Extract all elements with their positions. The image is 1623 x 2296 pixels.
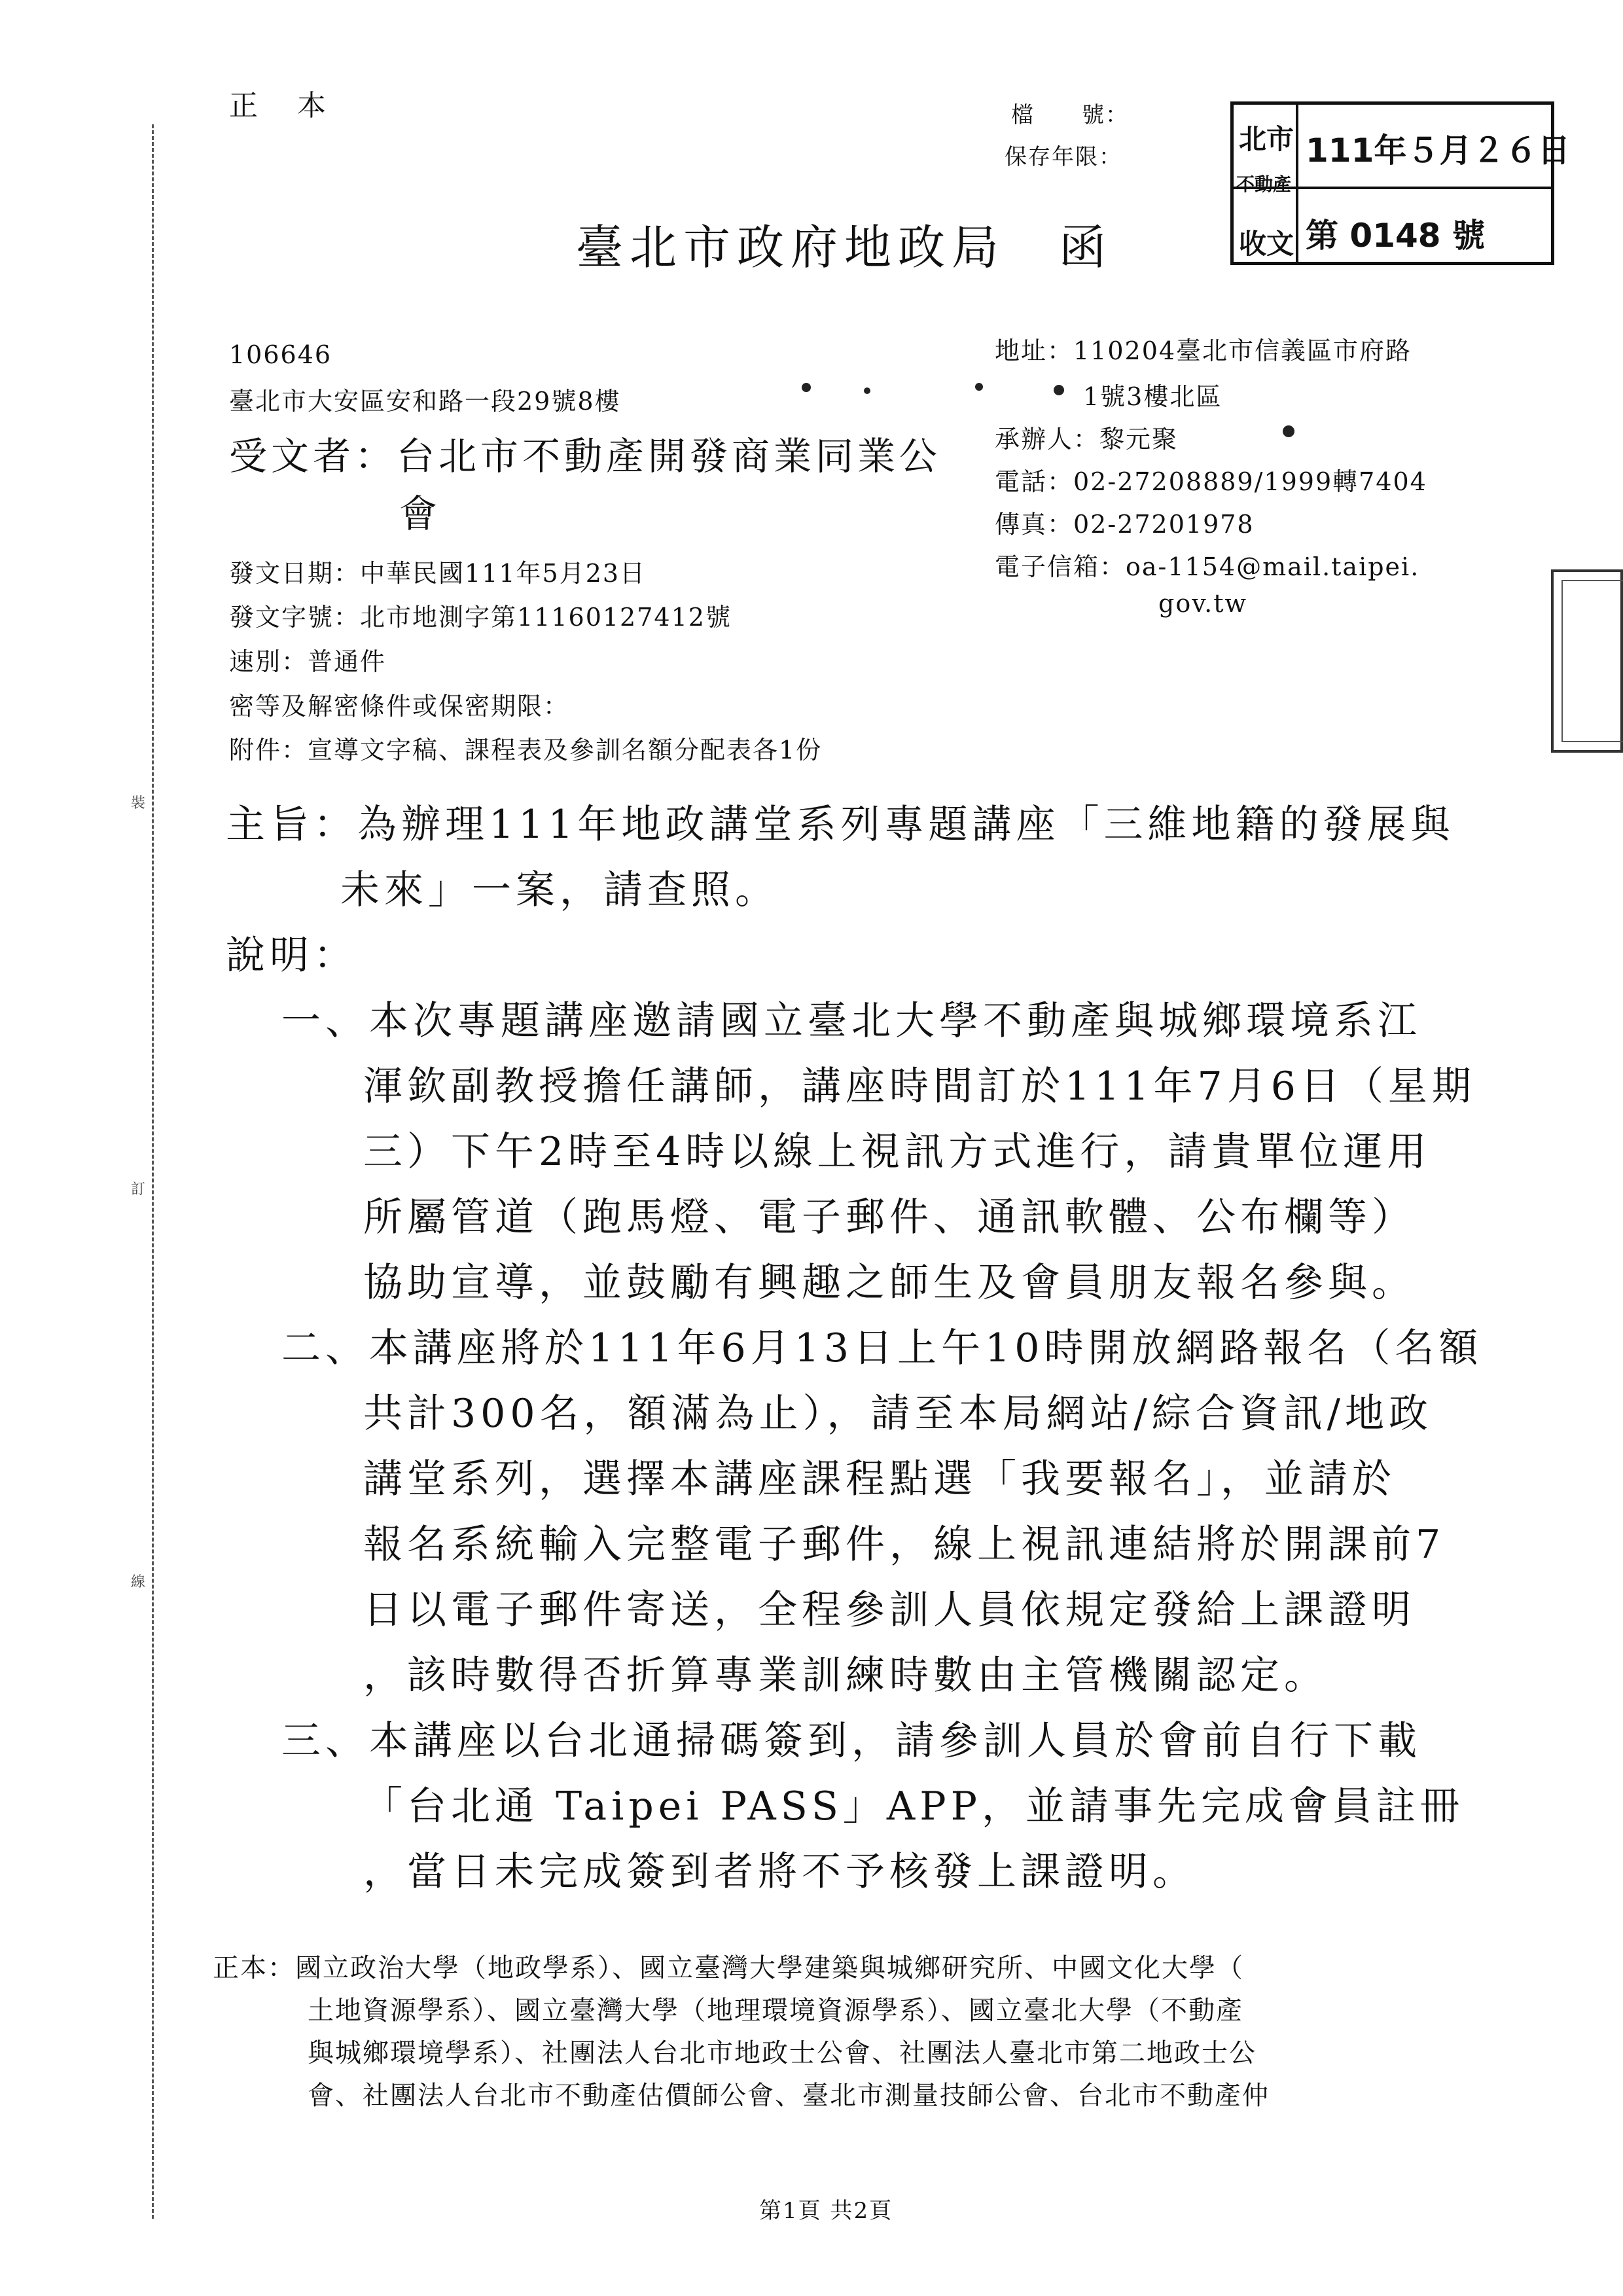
item1-line2: 渾欽副教授擔任講師，講座時間訂於111年7月6日（星期 bbox=[363, 1064, 1476, 1109]
scan-speck bbox=[975, 383, 983, 391]
document-title: 臺北市政府地政局 函 bbox=[576, 220, 1113, 275]
sender-address-line1: 地址：110204臺北市信義區市府路 bbox=[995, 336, 1412, 365]
speed-class: 速別：普通件 bbox=[229, 647, 387, 676]
stamp-city: 北市 bbox=[1239, 123, 1294, 155]
item1-line4: 所屬管道（跑馬燈、電子郵件、通訊軟體、公布欄等） bbox=[363, 1194, 1416, 1240]
postal-code: 106646 bbox=[229, 340, 332, 369]
item2-line4: 報名系統輸入完整電子郵件，線上視訊連結將於開課前7 bbox=[363, 1522, 1446, 1568]
binding-line bbox=[152, 124, 154, 2219]
sender-address-line2: 1號3樓北區 bbox=[1083, 382, 1222, 411]
copy-mark: 正 本 bbox=[229, 89, 331, 122]
distribution-line1: 正本：國立政治大學（地政學系）、國立臺灣大學建築與城鄉研究所、中國文化大學（ bbox=[213, 1953, 1244, 1983]
receiver-continued: 會 bbox=[399, 492, 442, 536]
binding-mark-xian: 線 bbox=[131, 1574, 146, 1590]
attachment: 附件：宣導文字稿、課程表及參訓名額分配表各1份 bbox=[229, 736, 823, 764]
binding-mark-ding: 訂 bbox=[131, 1181, 146, 1198]
page-number: 第1頁 共2頁 bbox=[759, 2198, 893, 2224]
document-number: 發文字號：北市地測字第11160127412號 bbox=[229, 603, 732, 632]
email-line2: gov.tw bbox=[1158, 589, 1248, 618]
scan-speck bbox=[864, 387, 870, 394]
stamp-date: 111年５月２６日 bbox=[1306, 132, 1571, 170]
handler: 承辦人：黎元聚 bbox=[995, 425, 1179, 454]
distribution-line4: 會、社團法人台北市不動產估價師公會、臺北市測量技師公會、台北市不動產仲 bbox=[308, 2081, 1270, 2111]
fax: 傳真：02-27201978 bbox=[995, 510, 1255, 539]
issue-date: 發文日期：中華民國111年5月23日 bbox=[229, 559, 647, 588]
email-line1: 電子信箱：oa-1154@mail.taipei. bbox=[995, 552, 1420, 581]
explanation-label: 說明： bbox=[226, 933, 357, 978]
item1-line3: 三）下午2時至4時以線上視訊方式進行，請貴單位運用 bbox=[363, 1129, 1431, 1175]
stamp-dept: 不動產 bbox=[1236, 173, 1292, 195]
item2-line2: 共計300名，額滿為止），請至本局網站/綜合資訊/地政 bbox=[363, 1391, 1433, 1437]
binding-mark-zhuang: 裝 bbox=[131, 795, 146, 812]
retention-label: 保存年限： bbox=[1005, 144, 1122, 170]
official-seal bbox=[1551, 569, 1623, 753]
recipient-address: 臺北市大安區安和路一段29號8樓 bbox=[229, 387, 621, 416]
item2-line3: 講堂系列，選擇本講座課程點選「我要報名」，並請於 bbox=[363, 1456, 1396, 1502]
scan-speck bbox=[1054, 385, 1064, 395]
item3-line2: 「台北通 Taipei PASS」APP，並請事先完成會員註冊 bbox=[363, 1784, 1464, 1829]
scan-speck bbox=[1283, 425, 1294, 437]
item3-line1: 三、本講座以台北通掃碼簽到，請參訓人員於會前自行下載 bbox=[281, 1718, 1421, 1764]
item1-line1: 一、本次專題講座邀請國立臺北大學不動產與城鄉環境系江 bbox=[281, 998, 1421, 1044]
phone: 電話：02-27208889/1999轉7404 bbox=[995, 467, 1427, 496]
subject-line2: 未來」一案，請查照。 bbox=[340, 867, 779, 913]
item2-line1: 二、本講座將於111年6月13日上午10時開放網路報名（名額 bbox=[281, 1325, 1483, 1371]
distribution-line3: 與城鄉環境學系）、社團法人台北市地政士公會、社團法人臺北市第二地政士公 bbox=[308, 2038, 1257, 2068]
receiver: 受文者：台北市不動產開發商業同業公 bbox=[229, 434, 942, 478]
item2-line5: 日以電子郵件寄送，全程參訓人員依規定發給上課證明 bbox=[363, 1587, 1416, 1633]
file-number-label: 檔 號： bbox=[1011, 102, 1129, 128]
subject-line1: 主旨：為辦理111年地政講堂系列專題講座「三維地籍的發展與 bbox=[226, 802, 1455, 848]
stamp-receipt-label: 收文 bbox=[1239, 228, 1294, 260]
secrecy-level: 密等及解密條件或保密期限： bbox=[229, 692, 570, 721]
stamp-number: 第 0148 號 bbox=[1306, 217, 1485, 255]
item1-line5: 協助宣導，並鼓勵有興趣之師生及會員朋友報名參與。 bbox=[363, 1260, 1416, 1306]
receipt-stamp bbox=[1230, 101, 1571, 265]
item3-line3: ，當日未完成簽到者將不予核發上課證明。 bbox=[363, 1849, 1196, 1895]
item2-line6: ，該時數得否折算專業訓練時數由主管機關認定。 bbox=[363, 1653, 1328, 1698]
distribution-line2: 土地資源學系）、國立臺灣大學（地理環境資源學系）、國立臺北大學（不動產 bbox=[308, 1996, 1243, 2026]
scan-speck bbox=[802, 383, 811, 392]
